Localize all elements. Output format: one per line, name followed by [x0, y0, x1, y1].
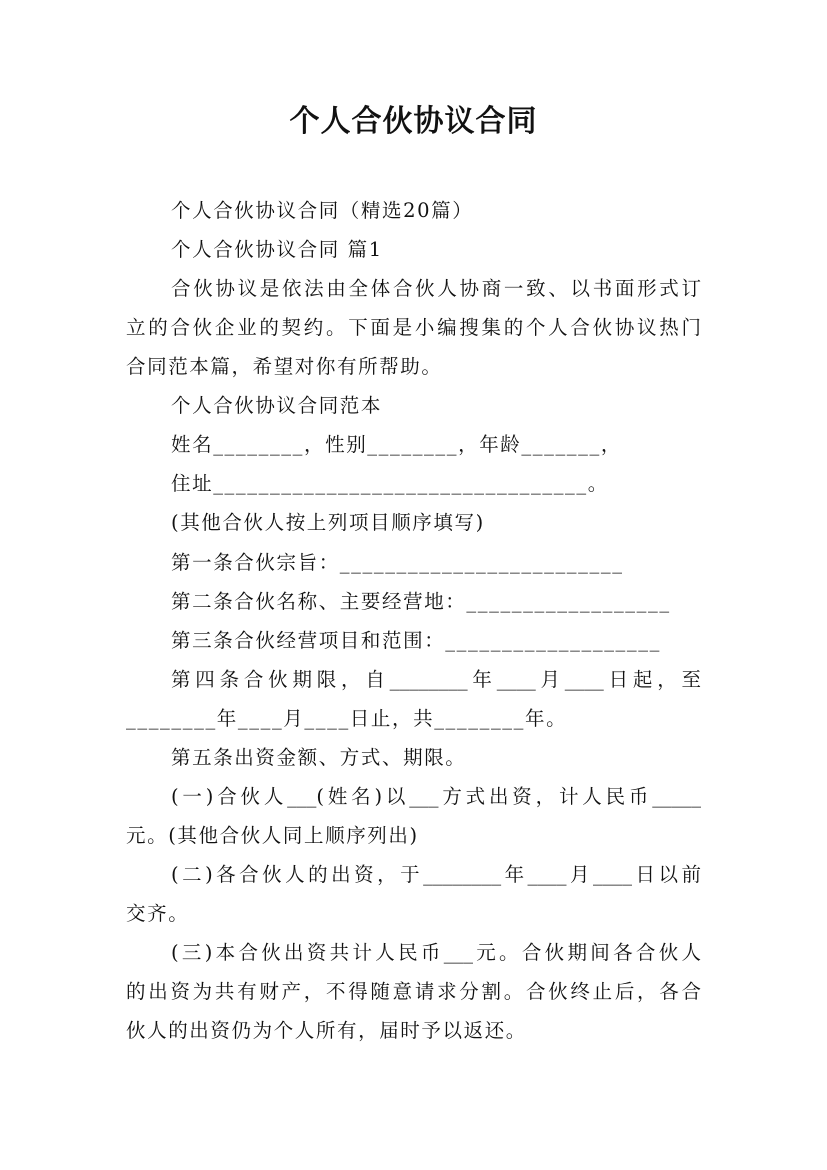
- article-3: 第三条合伙经营项目和范围：___________________: [171, 629, 661, 652]
- paragraph-line: 立的合伙企业的契约。下面是小编搜集的个人合伙协议热门: [126, 316, 701, 339]
- article-5-item-2: (二)各合伙人的出资，于________年____月____日以前: [171, 863, 701, 886]
- subtitle-selection: 个人合伙协议合同（精选20篇）: [171, 199, 474, 222]
- paragraph-line: 合同范本篇，希望对你有所帮助。: [126, 355, 443, 378]
- paragraph-line: 合伙协议是依法由全体合伙人协商一致、以书面形式订: [171, 277, 701, 300]
- article-4: 第四条合伙期限，自________年____月____日起，至: [171, 668, 701, 691]
- article-5-item-1: (一)合伙人___(姓名)以___方式出资，计人民币_____: [171, 785, 701, 808]
- article-5-item-3-cont: 伙人的出资仍为个人所有，届时予以返还。: [126, 1019, 527, 1042]
- article-5-item-3: (三)本合伙出资共计人民币___元。合伙期间各合伙人: [171, 941, 701, 964]
- form-line-name: 姓名________，性别________，年龄_______，: [171, 433, 622, 456]
- article-5-item-2-cont: 交齐。: [126, 902, 190, 925]
- template-heading: 个人合伙协议合同范本: [171, 394, 383, 417]
- article-5-item-1-cont: 元。(其他合伙人同上顺序列出): [126, 824, 419, 847]
- form-note: (其他合伙人按上列项目顺序填写): [171, 511, 485, 534]
- article-1: 第一条合伙宗旨：_________________________: [171, 551, 624, 574]
- document-title: 个人合伙协议合同: [289, 104, 538, 139]
- form-line-address: 住址_________________________________。: [171, 472, 609, 495]
- article-5: 第五条出资金额、方式、期限。: [171, 746, 467, 769]
- article-2: 第二条合伙名称、主要经营地：__________________: [171, 590, 671, 613]
- article-4-cont: ________年____月____日止，共________年。: [126, 707, 568, 730]
- article-5-item-3-cont: 的出资为共有财产，不得随意请求分割。合伙终止后，各合: [126, 980, 701, 1003]
- section-heading: 个人合伙协议合同 篇1: [171, 238, 383, 261]
